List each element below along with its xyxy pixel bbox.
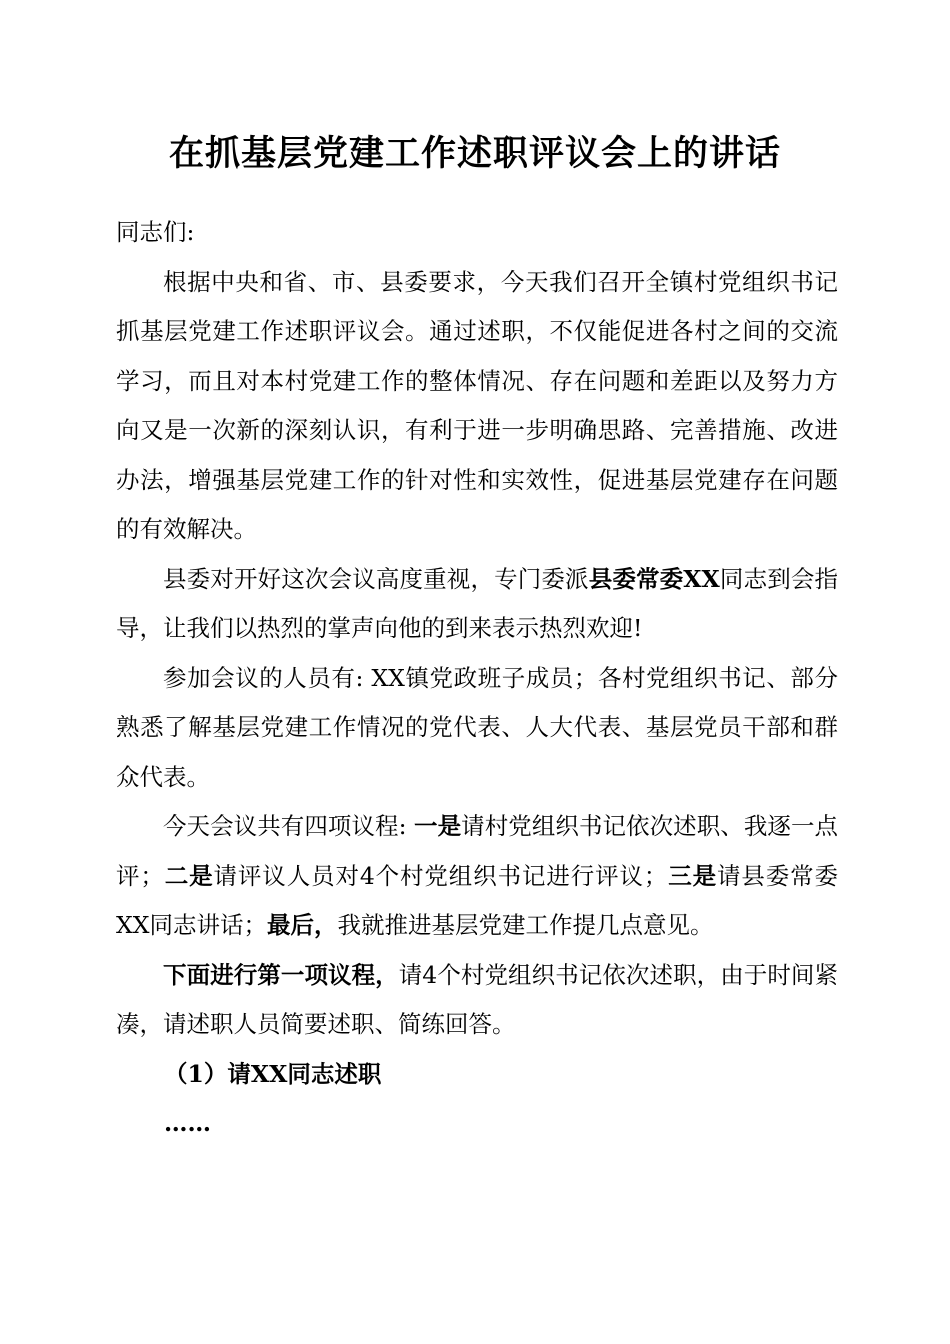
agenda-text-i: 我就推进基层党建工作提几点意见。 bbox=[337, 911, 714, 939]
paragraph-welcome-text-a: 县委对开好这次会议高度重视，专门委派 bbox=[163, 564, 589, 593]
paragraph-attendees: 参加会议的人员有: XX镇党政班子成员；各村党组织书记、部分熟悉了解基层党建工作情况的党代表、人大代表、基层党员干部和群众代表。 bbox=[116, 663, 838, 791]
paragraph-first-agenda bbox=[116, 951, 838, 1050]
agenda-text-c: 请村党组织书记依次述职、我逐一点评； bbox=[116, 812, 839, 890]
agenda-text-g: 请县委常委XX同志讲话； bbox=[116, 861, 839, 939]
paragraph-welcome-text-c: 同志到会指导，让我们以热烈的掌声向他的到来表示热烈欢迎! bbox=[116, 564, 839, 642]
paragraph-agenda bbox=[116, 802, 838, 951]
paragraph-welcome bbox=[116, 555, 838, 654]
paragraph-welcome-bold: 县委常委XX bbox=[588, 564, 720, 593]
ellipsis: …… bbox=[164, 1109, 211, 1137]
salutation: 同志们: bbox=[116, 218, 195, 246]
agenda-text-a: 今天会议共有四项议程: bbox=[163, 812, 415, 840]
agenda-item-one-label: 一是 bbox=[414, 812, 462, 840]
first-agenda-bold: 下面进行第一项议程， bbox=[163, 960, 399, 989]
paragraph-intro: 根据中央和省、市、县委要求，今天我们召开全镇村党组织书记抓基层党建工作述职评议会。通过述职，不仅能促进各村之间的交流学习，而且对本村党建工作的整体情况、存在问题和差距以及努力方向又是一次新的深刻认识，有利于进一步明确思路、完善措施、改进办法，增强基层党建工作的针对性和实效性，促进基层党建存在问题的有效解决。 bbox=[116, 267, 838, 543]
document-body bbox=[116, 208, 838, 1149]
agenda-item-three-label: 三是 bbox=[667, 861, 718, 890]
agenda-item-two-label: 二是 bbox=[163, 861, 214, 890]
agenda-text-e: 请评议人员对4个村党组织书记进行评议； bbox=[213, 861, 668, 890]
sub-item-1: （1）请XX同志述职 bbox=[164, 1059, 382, 1088]
first-agenda-text: 请4个村党组织书记依次述职，由于时间紧凑，请述职人员简要述职、简练回答。 bbox=[116, 960, 839, 1038]
agenda-item-last-label: 最后， bbox=[266, 911, 338, 939]
document-title: 在抓基层党建工作述职评议会上的讲话 bbox=[168, 133, 781, 174]
